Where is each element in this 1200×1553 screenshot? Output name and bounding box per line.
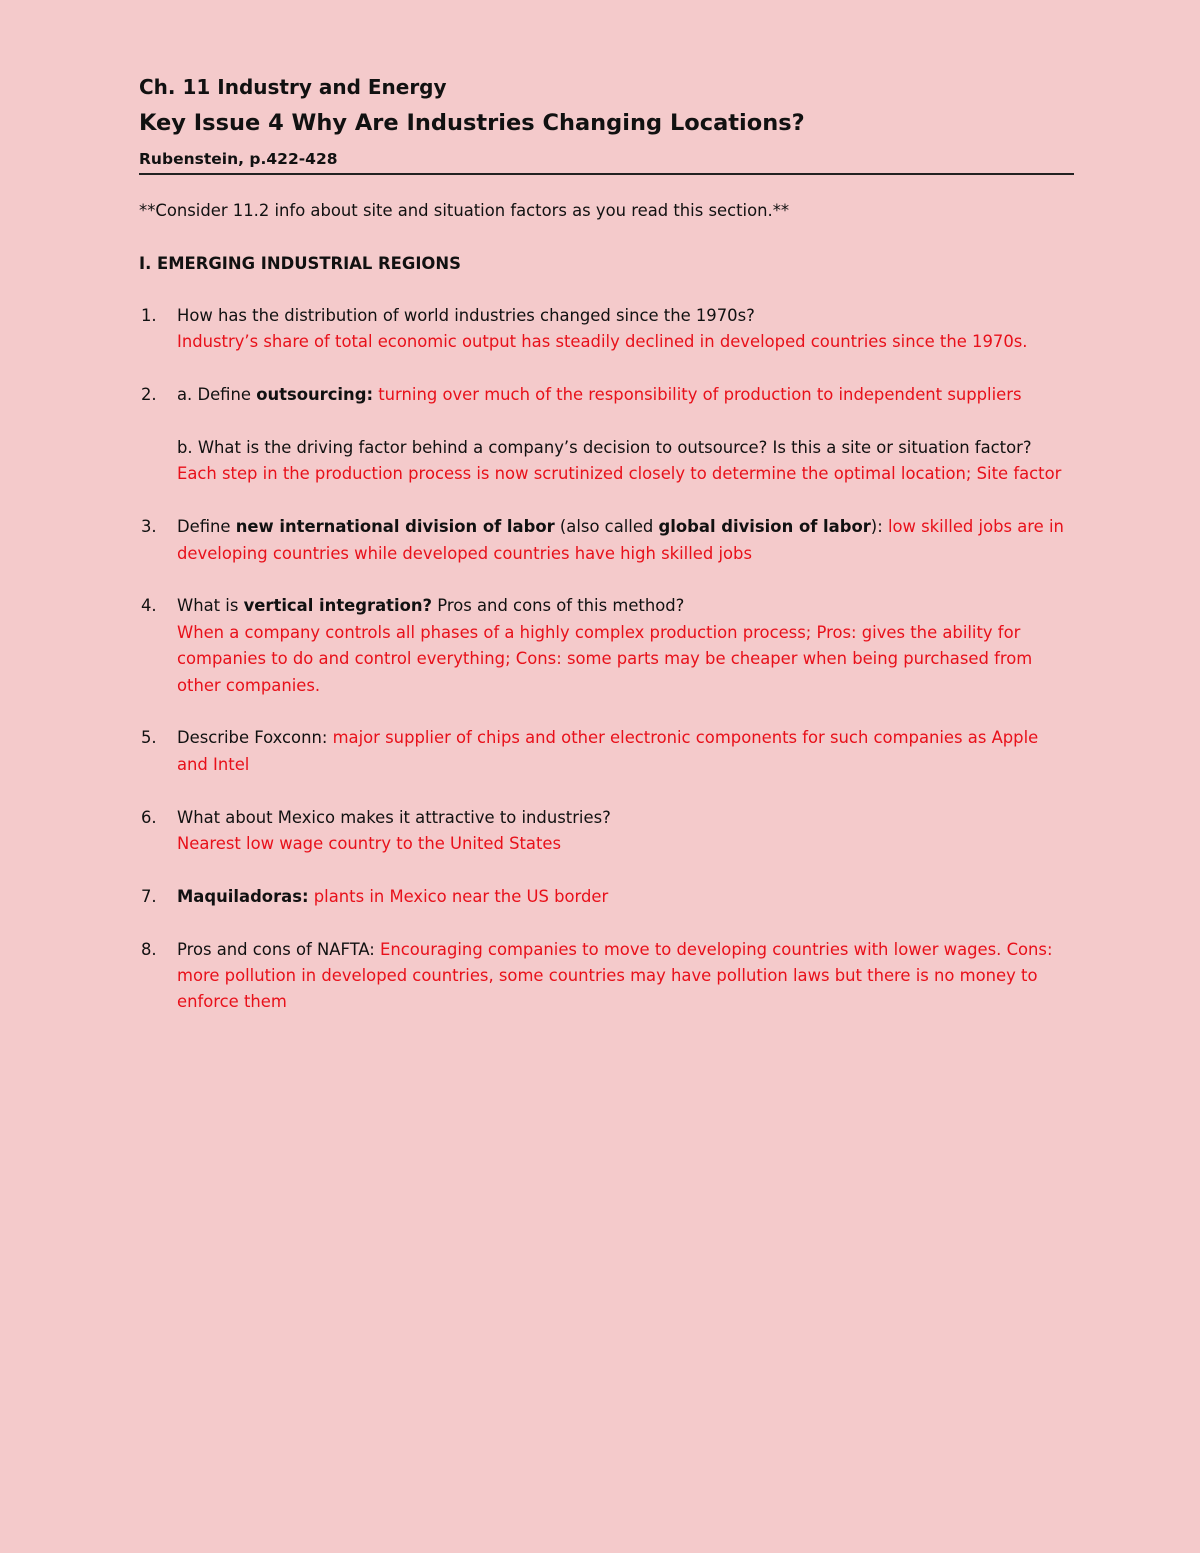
question-number: 2. xyxy=(141,385,157,405)
question-prompt: a. Define xyxy=(177,385,257,405)
answer-text: major supplier of chips and other electronic components for such companies as Apple and Intel xyxy=(177,728,1039,774)
key-term: vertical integration? xyxy=(243,596,433,616)
question-8 xyxy=(139,937,1074,1016)
key-issue-title: Key Issue 4 Why Are Industries Changing Locations? xyxy=(139,110,805,136)
question-number: 6. xyxy=(141,807,157,827)
answer-text: plants in Mexico near the US border xyxy=(313,886,609,906)
question-4 xyxy=(139,593,1074,699)
question-prompt: What is xyxy=(177,596,244,616)
question-number: 1. xyxy=(141,306,157,325)
question-number: 8. xyxy=(141,939,157,959)
question-prompt-suffix: Pros and cons of this method? xyxy=(432,596,685,616)
question-2a xyxy=(177,382,1074,408)
question-prompt: How has the distribution of world industries changed since the 1970s? xyxy=(177,306,755,325)
key-term: Maquiladoras: xyxy=(177,886,309,906)
key-term: new international division of labor xyxy=(235,517,555,537)
answer-text: Each step in the production process is now scrutinized closely to determine the optimal location; Site factor xyxy=(177,464,1062,484)
key-term-alt: global division of labor xyxy=(658,517,871,537)
document-content xyxy=(139,70,1074,1016)
question-prompt: b. What is the driving factor behind a company’s decision to outsource? Is this a site or situation factor? xyxy=(177,438,1032,457)
question-3 xyxy=(139,514,1074,567)
question-prompt: Define xyxy=(177,517,236,537)
question-7 xyxy=(139,884,1074,910)
reading-note: **Consider 11.2 info about site and situation factors as you read this section.** xyxy=(139,201,790,220)
question-prompt: What about Mexico makes it attractive to industries? xyxy=(177,807,611,827)
source-reference: Rubenstein, p.422-428 xyxy=(139,148,1074,175)
chapter-title: Ch. 11 Industry and Energy xyxy=(139,75,447,99)
question-1 xyxy=(139,303,1074,356)
section-heading: I. EMERGING INDUSTRIAL REGIONS xyxy=(139,254,461,273)
question-number: 7. xyxy=(141,886,157,906)
answer-text: Industry’s share of total economic output has steadily declined in developed countries since the 1970s. xyxy=(177,332,1028,352)
question-6 xyxy=(139,805,1074,858)
answer-text: When a company controls all phases of a highly complex production process; Pros: gives the ability for companies to do and control everything; Cons: some parts may be cheaper when being purchased from other companies. xyxy=(177,622,1033,695)
question-number: 3. xyxy=(141,517,157,537)
question-prompt: Describe Foxconn: xyxy=(177,728,328,748)
answer-text: turning over much of the responsibility of production to independent suppliers xyxy=(378,385,1022,405)
question-5 xyxy=(139,725,1074,778)
question-number: 4. xyxy=(141,596,157,616)
question-prompt-suffix: ): xyxy=(870,517,883,537)
question-2 xyxy=(139,382,1074,488)
answer-text: Encouraging companies to move to developing countries with lower wages. Cons: more pollution in developed countries, some countries may have pollution laws but there is no money to enforce them xyxy=(177,939,1053,1012)
answer-text: Nearest low wage country to the United States xyxy=(177,834,562,854)
question-prompt-middle: (also called xyxy=(554,517,659,537)
question-prompt: Pros and cons of NAFTA: xyxy=(177,939,375,959)
answer-text: low skilled jobs are in developing countries while developed countries have high skilled jobs xyxy=(177,517,1064,563)
question-number: 5. xyxy=(141,728,157,748)
key-term: outsourcing: xyxy=(256,385,374,405)
